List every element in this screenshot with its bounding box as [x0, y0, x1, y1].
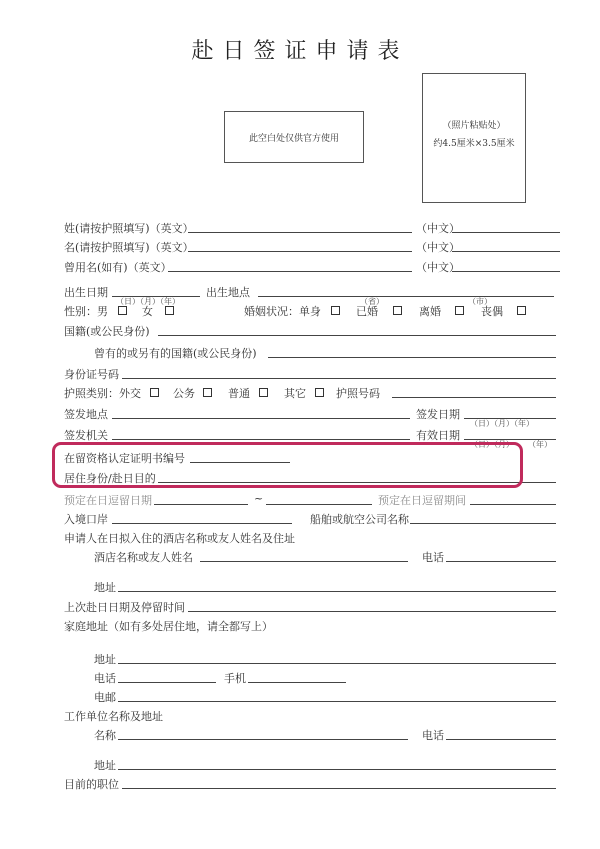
passport-number-field[interactable] [392, 397, 556, 398]
hotel-name-label: 酒店名称或友人姓名 [94, 551, 193, 564]
home-address-label: 家庭地址（如有多处居住地，请全都写上） [64, 620, 273, 633]
expiry-date-label: 有效日期 [416, 429, 460, 442]
ship-airline-field[interactable] [410, 523, 556, 524]
birthplace-sublabel-a: （省） [360, 297, 384, 306]
given-name-chinese-label: （中文） [416, 241, 460, 254]
issue-date-label: 签发日期 [416, 408, 460, 421]
hotel-section-label: 申请人在日拟入住的酒店名称或友人姓名及住址 [64, 532, 295, 545]
former-name-chinese-field[interactable] [452, 271, 560, 272]
married-label: 已婚 [356, 305, 378, 318]
id-number-field[interactable] [122, 378, 556, 379]
former-name-chinese-label: （中文） [416, 261, 460, 274]
stay-period-right-label: 预定在日逗留期间 [378, 494, 466, 507]
widowed-checkbox[interactable] [517, 306, 526, 315]
dob-sublabel: （日）（月）（年） [116, 297, 180, 306]
photo-box [422, 73, 526, 203]
stay-start-field[interactable] [154, 504, 248, 505]
official-checkbox[interactable] [203, 388, 212, 397]
nationality-label: 国籍(或公民身份) [64, 325, 150, 338]
photo-caption: （照片粘贴处） [442, 121, 506, 131]
last-visit-field[interactable] [188, 611, 556, 612]
diplomatic-checkbox[interactable] [150, 388, 159, 397]
form-title: 赴日签证申请表 [191, 39, 409, 64]
other-nationality-field[interactable] [268, 357, 556, 358]
passport-number-label: 护照号码 [336, 387, 380, 400]
hotel-address-field[interactable] [118, 591, 556, 592]
former-name-field[interactable] [168, 271, 412, 272]
surname-label: 姓(请按护照填写)（英文） [64, 222, 194, 235]
male-checkbox[interactable] [118, 306, 127, 315]
entry-port-label: 入境口岸 [64, 513, 108, 526]
stay-tilde: ~ [254, 492, 264, 505]
issue-authority-field[interactable] [112, 439, 410, 440]
expiry-year-sublabel: （年） [528, 440, 552, 449]
official-use-box: 此空白处仅供官方使用 [224, 111, 364, 163]
entry-port-field[interactable] [112, 523, 292, 524]
home-phone-label: 电话 [94, 672, 116, 685]
home-address-line-label: 地址 [94, 653, 116, 666]
hotel-address-label: 地址 [94, 581, 116, 594]
marital-label: 婚姻状况：单身 [244, 305, 321, 318]
position-field[interactable] [122, 788, 556, 789]
issue-place-field[interactable] [112, 418, 410, 419]
ordinary-checkbox[interactable] [259, 388, 268, 397]
employer-address-field[interactable] [118, 769, 556, 770]
female-checkbox[interactable] [165, 306, 174, 315]
other-nationality-label: 曾有的或另有的国籍(或公民身份) [94, 347, 257, 360]
expiry-date-sublabel: （日）（月） [470, 440, 514, 449]
employer-label: 工作单位名称及地址 [64, 710, 163, 723]
email-field[interactable] [118, 701, 556, 702]
given-name-chinese-field[interactable] [452, 251, 560, 252]
female-label: 女 [142, 305, 153, 318]
employer-name-label: 名称 [94, 729, 116, 742]
given-name-field[interactable] [188, 251, 412, 252]
stay-duration-field[interactable] [470, 504, 556, 505]
employer-phone-label: 电话 [422, 729, 444, 742]
mobile-field[interactable] [248, 682, 346, 683]
stay-period-label: 预定在日逗留日期 [64, 494, 152, 507]
issue-authority-label: 签发机关 [64, 429, 108, 442]
divorced-label: 离婚 [419, 305, 441, 318]
position-label: 目前的职位 [64, 778, 119, 791]
hotel-phone-field[interactable] [446, 561, 556, 562]
home-phone-field[interactable] [118, 682, 216, 683]
gender-label: 性别：男 [64, 305, 108, 318]
given-name-label: 名(请按护照填写)（英文） [64, 241, 194, 254]
issue-date-sublabel: （日）（月）（年） [470, 419, 534, 428]
mobile-label: 手机 [224, 672, 246, 685]
former-name-label: 曾用名(如有)（英文） [64, 261, 172, 274]
last-visit-label: 上次赴日日期及停留时间 [64, 601, 185, 614]
other-checkbox[interactable] [315, 388, 324, 397]
widowed-label: 丧偶 [481, 305, 503, 318]
home-address-field[interactable] [118, 663, 556, 664]
ship-airline-label: 船舶或航空公司名称 [310, 513, 409, 526]
employer-address-label: 地址 [94, 759, 116, 772]
id-number-label: 身份证号码 [64, 368, 119, 381]
surname-chinese-field[interactable] [452, 232, 560, 233]
ordinary-label: 普通 [228, 387, 250, 400]
surname-chinese-label: （中文） [416, 222, 460, 235]
issue-place-label: 签发地点 [64, 408, 108, 421]
birthplace-label: 出生地点 [206, 286, 250, 299]
passport-type-label: 护照类别：外交 [64, 387, 141, 400]
photo-size: 约4.5厘米×3.5厘米 [433, 139, 515, 149]
hotel-phone-label: 电话 [422, 551, 444, 564]
highlight-frame [52, 442, 523, 488]
purpose-label: 居住身份/赴日目的 [64, 472, 156, 485]
birthplace-sublabel-b: （市） [468, 297, 492, 306]
email-label: 电邮 [94, 691, 116, 704]
dob-label: 出生日期 [64, 286, 108, 299]
employer-name-field[interactable] [118, 739, 408, 740]
stay-end-field[interactable] [266, 504, 372, 505]
nationality-field[interactable] [158, 335, 556, 336]
employer-phone-field[interactable] [446, 739, 556, 740]
married-checkbox[interactable] [393, 306, 402, 315]
surname-field[interactable] [188, 232, 412, 233]
divorced-checkbox[interactable] [455, 306, 464, 315]
hotel-name-field[interactable] [200, 561, 408, 562]
single-checkbox[interactable] [331, 306, 340, 315]
official-label: 公务 [173, 387, 195, 400]
coe-number-label: 在留资格认定证明书编号 [64, 452, 185, 465]
birthplace-field[interactable] [258, 296, 554, 297]
other-label: 其它 [284, 387, 306, 400]
